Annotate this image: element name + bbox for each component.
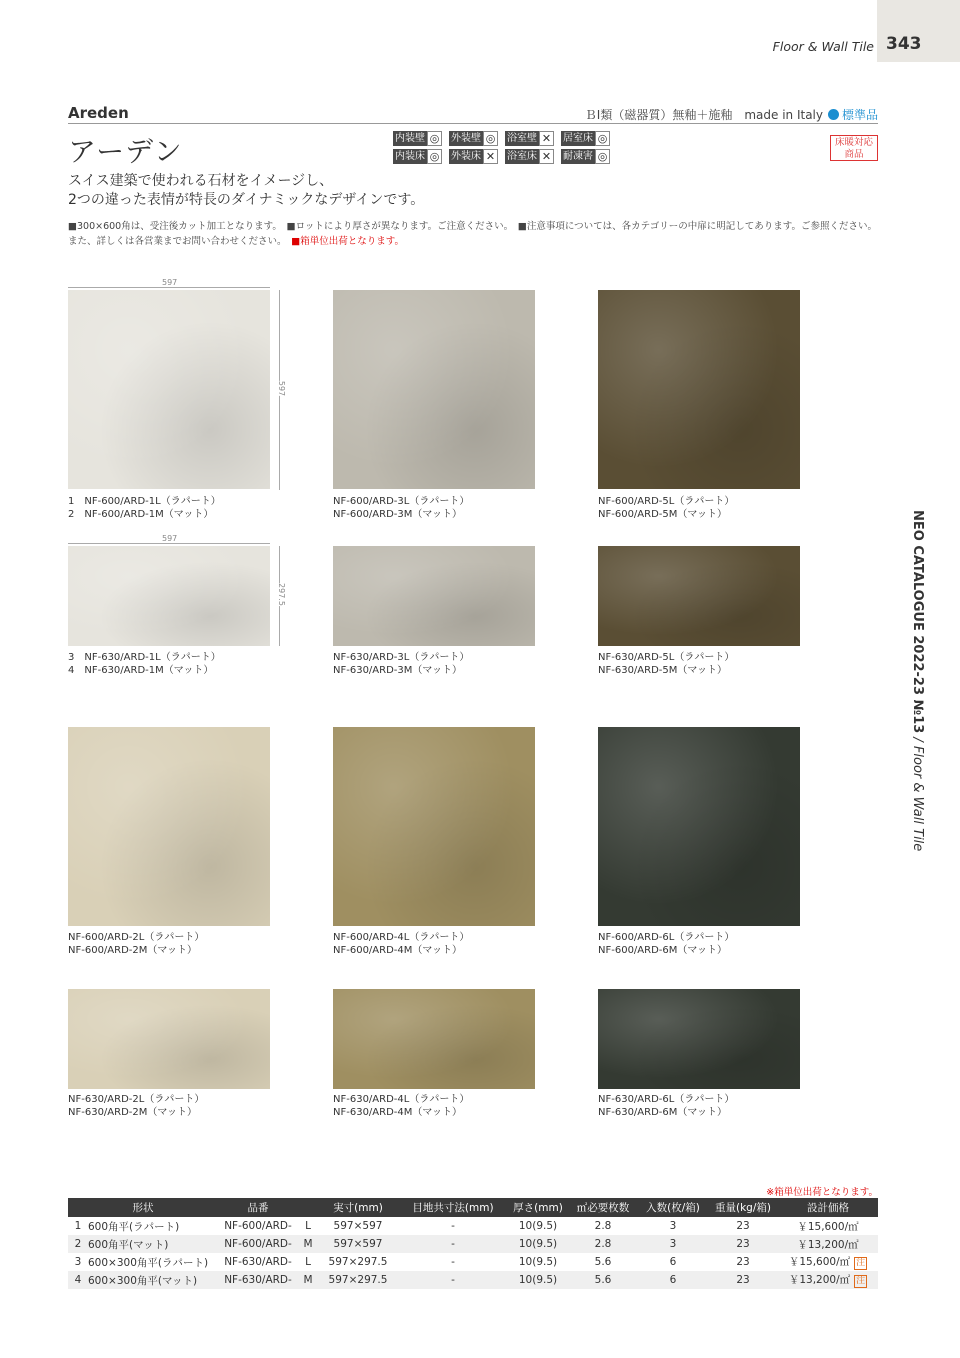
tile-swatch bbox=[68, 989, 270, 1089]
description-line: スイス建築で使われる石材をイメージし、 bbox=[68, 173, 334, 189]
suffix-cell: M bbox=[298, 1235, 318, 1253]
tile-swatch bbox=[598, 546, 800, 646]
shape-cell: 600角平(ラパート) bbox=[88, 1220, 180, 1233]
side-label-text bbox=[910, 510, 925, 851]
thickness-cell: 10(9.5) bbox=[518, 1256, 558, 1268]
usage-mark: ◎ bbox=[595, 131, 610, 146]
usage-cell bbox=[393, 131, 447, 146]
tile-swatch bbox=[333, 290, 535, 489]
usage-cell bbox=[505, 131, 559, 146]
col-header: 重量(kg/箱) bbox=[708, 1198, 778, 1217]
tile-swatch bbox=[333, 546, 535, 646]
joint-cell: - bbox=[398, 1235, 508, 1253]
tile-swatch bbox=[598, 727, 800, 926]
tile-caption-line: 2 NF-600/ARD-1M（マット） bbox=[68, 509, 214, 520]
row-number: 3 bbox=[74, 1256, 82, 1268]
col-header: 目地共寸法(mm) bbox=[398, 1198, 508, 1217]
tile-caption-line: NF-600/ARD-5L（ラパート） bbox=[598, 496, 735, 507]
tile-swatch bbox=[333, 727, 535, 926]
weight-cell: 23 bbox=[736, 1256, 750, 1268]
tile-caption bbox=[598, 1093, 734, 1119]
usage-mark: ◎ bbox=[427, 149, 442, 164]
tile-caption bbox=[333, 931, 469, 957]
note-badge: 注 bbox=[856, 1276, 866, 1286]
size-cell: 597×297.5 bbox=[328, 1256, 388, 1268]
tile-caption-line: 1 NF-600/ARD-1L（ラパート） bbox=[68, 496, 221, 507]
col-header: 設計価格 bbox=[778, 1198, 878, 1217]
per-m2-cell: 2.8 bbox=[594, 1220, 612, 1232]
tile-caption-line: NF-630/ARD-6M（マット） bbox=[598, 1107, 727, 1118]
side-label bbox=[903, 510, 933, 850]
dimension-line bbox=[68, 543, 270, 544]
code-cell: NF-630/ARD- bbox=[224, 1256, 292, 1268]
usage-label: 外装床 bbox=[451, 151, 481, 162]
suffix-cell: L bbox=[305, 1256, 311, 1268]
material-spec: ＢⅠ類（磁器質）無釉＋施釉 made in Italy bbox=[584, 108, 823, 122]
shape-cell: 600角平(マット) bbox=[88, 1235, 218, 1253]
tile-caption-line: 4 NF-630/ARD-1M（マット） bbox=[68, 665, 214, 676]
standard-label: 標準品 bbox=[841, 108, 878, 122]
thickness-cell: 10(9.5) bbox=[508, 1235, 568, 1253]
series-description bbox=[68, 172, 424, 210]
tile-caption-line: NF-600/ARD-5M（マット） bbox=[598, 509, 727, 520]
tile-caption-line: NF-630/ARD-2M（マット） bbox=[68, 1107, 197, 1118]
tile-caption-line: NF-630/ARD-2L（ラパート） bbox=[68, 1094, 205, 1105]
tile-caption-line: NF-600/ARD-3M（マット） bbox=[333, 509, 462, 520]
usage-label: 浴室壁 bbox=[507, 133, 537, 144]
usage-grid bbox=[393, 131, 615, 164]
col-header: 厚さ(mm) bbox=[508, 1198, 568, 1217]
usage-mark: ◎ bbox=[595, 149, 610, 164]
per-m2-cell: 2.8 bbox=[568, 1235, 638, 1253]
per-box-cell: 3 bbox=[669, 1220, 677, 1232]
dimension-width: 597 bbox=[162, 534, 178, 543]
col-header: 実寸(mm) bbox=[318, 1198, 398, 1217]
tile-caption-line: NF-630/ARD-3L（ラパート） bbox=[333, 652, 470, 663]
price-cell bbox=[778, 1253, 878, 1271]
usage-cell bbox=[561, 131, 615, 146]
badge-line: 商品 bbox=[844, 149, 864, 160]
note-red: ■箱単位出荷となります。 bbox=[291, 236, 404, 247]
code-cell: NF-600/ARD- bbox=[224, 1220, 292, 1232]
usage-cell bbox=[449, 149, 503, 164]
shape-cell: 600×300角平(ラパート) bbox=[88, 1256, 209, 1269]
usage-cell bbox=[449, 131, 503, 146]
per-box-cell: 6 bbox=[638, 1271, 708, 1289]
usage-mark: ✕ bbox=[483, 149, 498, 164]
usage-cell bbox=[505, 149, 559, 164]
note-line bbox=[68, 234, 877, 249]
tile-swatch bbox=[68, 290, 270, 489]
tile-caption-line: NF-630/ARD-5L（ラパート） bbox=[598, 652, 735, 663]
usage-label: 内装壁 bbox=[395, 133, 425, 144]
joint-cell: - bbox=[451, 1256, 455, 1268]
weight-cell: 23 bbox=[736, 1220, 750, 1232]
tile-caption-line: NF-600/ARD-3L（ラパート） bbox=[333, 496, 470, 507]
description-line: 2つの違った表情が特長のダイナミックなデザインです。 bbox=[68, 192, 425, 208]
col-header bbox=[298, 1198, 318, 1217]
series-name-jp: アーデン bbox=[68, 135, 183, 168]
tile-caption-line: NF-600/ARD-2L（ラパート） bbox=[68, 932, 205, 943]
code-cell: NF-630/ARD- bbox=[218, 1271, 298, 1289]
joint-cell: - bbox=[451, 1220, 455, 1232]
usage-label: 外装壁 bbox=[451, 133, 481, 144]
usage-mark: ◎ bbox=[483, 131, 498, 146]
table-row bbox=[68, 1217, 878, 1235]
usage-label: 居室床 bbox=[563, 133, 593, 144]
table-note: ※箱単位出荷となります。 bbox=[766, 1187, 878, 1198]
tile-caption bbox=[68, 495, 221, 521]
thickness-cell: 10(9.5) bbox=[518, 1220, 558, 1232]
joint-cell: - bbox=[398, 1271, 508, 1289]
tile-caption-line: NF-630/ARD-3M（マット） bbox=[333, 665, 462, 676]
usage-mark: ✕ bbox=[539, 131, 554, 146]
tile-swatch bbox=[333, 989, 535, 1089]
tile-caption-line: NF-630/ARD-5M（マット） bbox=[598, 665, 727, 676]
table-body bbox=[68, 1217, 878, 1289]
dimension-line bbox=[68, 287, 270, 288]
size-cell: 597×597 bbox=[318, 1235, 398, 1253]
tile-caption-line: 3 NF-630/ARD-1L（ラパート） bbox=[68, 652, 221, 663]
tile-caption bbox=[333, 1093, 469, 1119]
spec-table bbox=[68, 1198, 878, 1289]
tile-caption bbox=[598, 495, 734, 521]
tile-caption bbox=[68, 931, 204, 957]
col-header: 形状 bbox=[68, 1198, 218, 1217]
weight-cell: 23 bbox=[708, 1235, 778, 1253]
weight-cell: 23 bbox=[708, 1271, 778, 1289]
col-header: ㎡必要枚数 bbox=[568, 1198, 638, 1217]
tile-caption-line: NF-600/ARD-6L（ラパート） bbox=[598, 932, 735, 943]
per-box-cell: 6 bbox=[669, 1256, 677, 1268]
price-cell bbox=[778, 1217, 878, 1235]
floor-heating-badge bbox=[830, 135, 878, 161]
col-header: 入数(枚/箱) bbox=[638, 1198, 708, 1217]
price-value: ￥13,200/㎡ bbox=[788, 1274, 851, 1286]
tile-caption-line: NF-630/ARD-6L（ラパート） bbox=[598, 1094, 735, 1105]
divider bbox=[68, 123, 878, 124]
usage-cell bbox=[561, 149, 615, 164]
dimension-width: 597 bbox=[162, 278, 178, 287]
notes bbox=[68, 219, 877, 249]
tile-swatch bbox=[598, 290, 800, 489]
row-number: 4 bbox=[68, 1271, 88, 1289]
tile-caption bbox=[598, 931, 734, 957]
page-category: Floor & Wall Tile bbox=[772, 39, 874, 54]
tile-swatch bbox=[598, 989, 800, 1089]
note-text: また、詳しくは各営業までお問い合わせください。 bbox=[68, 236, 282, 247]
price-value: ￥15,600/㎡ bbox=[788, 1256, 851, 1268]
usage-cell bbox=[393, 149, 447, 164]
tile-caption bbox=[333, 495, 469, 521]
per-m2-cell: 5.6 bbox=[594, 1256, 612, 1268]
per-box-cell: 3 bbox=[638, 1235, 708, 1253]
dimension-height: 297.5 bbox=[276, 583, 286, 606]
tile-caption-line: NF-630/ARD-4L（ラパート） bbox=[333, 1094, 470, 1105]
note-badge: 注 bbox=[856, 1258, 866, 1268]
table-row bbox=[68, 1271, 878, 1289]
size-cell: 597×297.5 bbox=[318, 1271, 398, 1289]
tile-caption-line: NF-600/ARD-4L（ラパート） bbox=[333, 932, 470, 943]
tile-caption bbox=[68, 1093, 204, 1119]
usage-mark: ◎ bbox=[427, 131, 442, 146]
note-line: ■300×600角は、受注後カット加工となります。 ■ロットにより厚さが異なります。ご注意ください。 ■注意事項については、各カテゴリーの中扉に明記してあります。ご参照ください。 bbox=[68, 221, 878, 232]
usage-label: 浴室床 bbox=[507, 151, 537, 162]
shape-cell: 600×300角平(マット) bbox=[88, 1271, 218, 1289]
price-value: ￥13,200/㎡ bbox=[797, 1238, 859, 1251]
dimension-height: 597 bbox=[277, 380, 287, 397]
tile-caption bbox=[598, 651, 734, 677]
suffix-cell: L bbox=[305, 1220, 311, 1232]
usage-label: 耐凍害 bbox=[563, 151, 593, 162]
size-cell: 597×597 bbox=[333, 1220, 383, 1232]
price-value: ￥15,600/㎡ bbox=[797, 1220, 859, 1233]
col-header: 品番 bbox=[218, 1198, 298, 1217]
tile-caption bbox=[68, 651, 221, 677]
badge-line: 床暖対応 bbox=[834, 137, 873, 148]
tile-caption-line: NF-600/ARD-6M（マット） bbox=[598, 945, 727, 956]
tile-caption-line: NF-600/ARD-4M（マット） bbox=[333, 945, 462, 956]
price-cell bbox=[778, 1235, 878, 1253]
row-number: 1 bbox=[74, 1220, 82, 1232]
series-name-en: Areden bbox=[68, 104, 129, 122]
series-spec bbox=[585, 106, 878, 123]
table-row bbox=[68, 1235, 878, 1253]
tile-swatch bbox=[68, 546, 270, 646]
code-cell: NF-600/ARD- bbox=[218, 1235, 298, 1253]
suffix-cell: M bbox=[298, 1271, 318, 1289]
table-header bbox=[68, 1198, 878, 1217]
tile-caption bbox=[333, 651, 469, 677]
standard-dot-icon bbox=[828, 109, 839, 120]
tile-caption-line: NF-600/ARD-2M（マット） bbox=[68, 945, 197, 956]
page-number: 343 bbox=[886, 34, 922, 54]
table-row bbox=[68, 1253, 878, 1271]
usage-label: 内装床 bbox=[395, 151, 425, 162]
price-cell bbox=[778, 1271, 878, 1289]
catalogue-name: NEO CATALOGUE 2022-23 №13 bbox=[910, 510, 925, 734]
row-number: 2 bbox=[68, 1235, 88, 1253]
per-m2-cell: 5.6 bbox=[568, 1271, 638, 1289]
tile-swatch bbox=[68, 727, 270, 926]
tile-caption-line: NF-630/ARD-4M（マット） bbox=[333, 1107, 462, 1118]
catalogue-category: / Floor & Wall Tile bbox=[910, 733, 925, 852]
usage-mark: ✕ bbox=[539, 149, 554, 164]
thickness-cell: 10(9.5) bbox=[508, 1271, 568, 1289]
